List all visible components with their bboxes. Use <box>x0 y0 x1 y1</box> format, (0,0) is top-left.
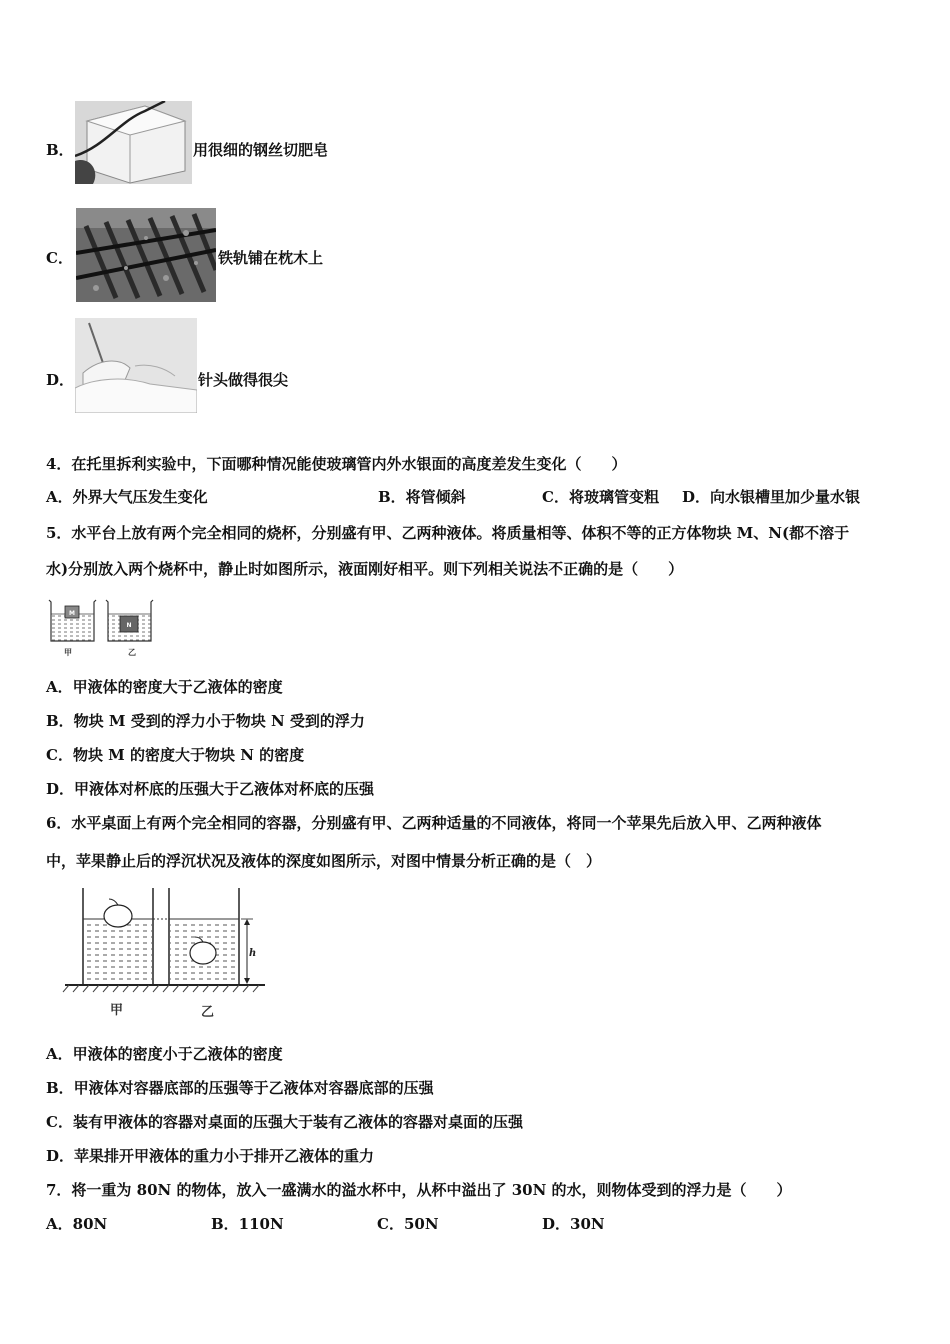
block-m-label: M <box>69 610 75 617</box>
q6-fig-label-right: 乙 <box>201 1005 215 1020</box>
q6-stem-line1: 6．水平桌面上有两个完全相同的容器，分别盛有甲、乙两种适量的不同液体，将同一个苹果先后放入甲、乙两种液体 <box>46 814 822 832</box>
q4-option-b: B．将管倾斜 <box>378 488 466 506</box>
q4-option-a: A．外界大气压发生变化 <box>46 488 208 506</box>
q3-option-d-label: D． <box>46 371 75 389</box>
q7-option-a: A．80N <box>46 1215 108 1233</box>
needle-photo <box>75 318 197 413</box>
q6-container-figure <box>55 886 270 1022</box>
q6-option-b: B．甲液体对容器底部的压强等于乙液体对容器底部的压强 <box>46 1079 434 1097</box>
q5-option-a: A．甲液体的密度大于乙液体的密度 <box>46 678 283 696</box>
q3-option-d-text: 针头做得很尖 <box>198 371 289 389</box>
q4-option-c: C．将玻璃管变粗 <box>542 488 659 506</box>
q7-option-d: D．30N <box>542 1215 605 1233</box>
q5-fig-label-left: 甲 <box>64 648 72 657</box>
q4-stem: 4．在托里拆利实验中，下面哪种情况能使玻璃管内外水银面的高度差发生变化（ ） <box>46 455 627 473</box>
soap-wire-photo <box>75 101 192 184</box>
q5-stem-line2: 水)分别放入两个烧杯中，静止时如图所示，液面刚好相平。则下列相关说法不正确的是（ ） <box>46 560 684 578</box>
q5-stem-line1: 5．水平台上放有两个完全相同的烧杯，分别盛有甲、乙两种液体。将质量相等、体积不等的正方体物块 M、N(都不溶于 <box>46 524 850 542</box>
q4-option-d: D．向水银槽里加少量水银 <box>682 488 861 506</box>
q7-option-c: C．50N <box>377 1215 439 1233</box>
q7-option-b: B．110N <box>211 1215 284 1233</box>
q7-stem: 7．将一重为 80N 的物体，放入一盛满水的溢水杯中，从杯中溢出了 30N 的水，则物体受到的浮力是（ ） <box>46 1181 792 1199</box>
block-n-label: N <box>126 622 132 629</box>
q6-option-c: C．装有甲液体的容器对桌面的压强大于装有乙液体的容器对桌面的压强 <box>46 1113 523 1131</box>
q6-option-a: A．甲液体的密度小于乙液体的密度 <box>46 1045 283 1063</box>
q3-option-b-label: B． <box>46 141 74 159</box>
q6-fig-label-left: 甲 <box>110 1003 124 1018</box>
railway-track-photo <box>76 208 216 302</box>
q5-option-b: B．物块 M 受到的浮力小于物块 N 受到的浮力 <box>46 712 365 730</box>
q6-option-d: D．苹果排开甲液体的重力小于排开乙液体的重力 <box>46 1147 375 1165</box>
q6-stem-line2: 中，苹果静止后的浮沉状况及液体的深度如图所示，对图中情景分析正确的是（ ） <box>46 852 602 870</box>
q3-option-c-label: C． <box>46 249 73 267</box>
q5-option-d: D．甲液体对杯底的压强大于乙液体对杯底的压强 <box>46 780 375 798</box>
q5-beaker-figure <box>46 594 158 658</box>
q5-fig-label-right: 乙 <box>128 648 136 657</box>
q3-option-c-text: 铁轨铺在枕木上 <box>218 249 324 267</box>
q5-option-c: C．物块 M 的密度大于物块 N 的密度 <box>46 746 305 764</box>
q3-option-b-text: 用很细的钢丝切肥皂 <box>193 141 329 159</box>
depth-h-label: h <box>249 948 257 959</box>
